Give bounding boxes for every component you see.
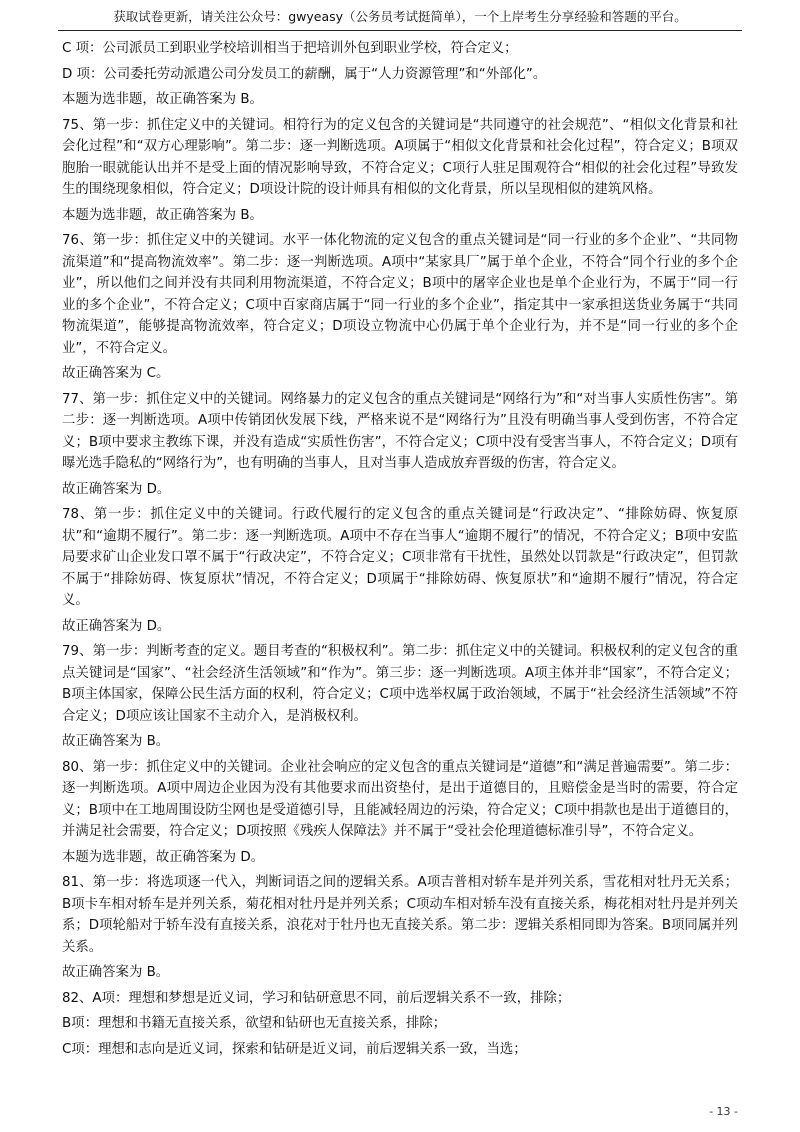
- answer-line: 故正确答案为 B。: [62, 965, 170, 980]
- answer-line: 本题为选非题，故正确答案为 D。: [62, 849, 265, 865]
- paragraph: 76、第一步：抓住定义中的关键词。水平一体化物流的定义包含的重点关键词是“同一行业的多个企业”、“共同物流渠道”和“提高物流效率”。第二步：逐一判断选项。A项中“某家具厂”属于单个企业，不符合“同个行业的多个企业”，所以他们之间并没有共同利用物流渠道，不符合定义；B项中的屠宰企业也是单个企业行为，不属于“同一行业的多个企业”，不符合定义；C项中百家商店属于“同一行业的多个企业”，指定其中一家承担送货业务属于“共同物流渠道”，能够提高物流效率，符合定义；D项设立物流中心仍属于单个企业行为，并不是“同一行业的多个企业”，不符合定义。: [62, 233, 738, 356]
- answer-line: 本题为选非题，故正确答案为 B。: [62, 92, 263, 107]
- answer-line: 故正确答案为 D。: [62, 618, 171, 634]
- page-number: - 13 -: [709, 1105, 738, 1118]
- answer-line: 本题为选非题，故正确答案为 B。: [62, 207, 263, 223]
- page-header: [58, 4, 742, 31]
- header-text: 获取试卷更新，请关注公众号：gwyeasy（公务员考试挺简单），一个上岸考生分享经验和答题的平台。: [113, 9, 687, 24]
- paragraph: 82、A项：理想和梦想是近义词，学习和钻研意思不同，前后逻辑关系不一致，排除；: [62, 990, 571, 1006]
- answer-line: 故正确答案为 D。: [62, 481, 171, 497]
- paragraph: 79、第一步：判断考查的定义。题目考查的“积极权利”。第二步：抓住定义中的关键词。积极权利的定义包含的重点关键词是“国家”、“社会经济生活领域”和“作为”。第三步：逐一判断选项。A项主体并非“国家”，不符合定义；B项主体国家，保障公民生活方面的权利，符合定义；C项中选举权属于政治领域，不属于“社会经济生活领域”不符合定义；D项应该让国家不主动介入，是消极权利。: [62, 644, 738, 724]
- paragraph: D 项：公司委托劳动派遣公司分发员工的薪酬，属于“人力资源管理”和“外部化”。: [62, 66, 547, 82]
- paragraph: 81、第一步：将选项逐一代入，判断词语之间的逻辑关系。A项吉普相对轿车是并列关系，雪花相对牡丹无关系；B项卡车相对轿车是并列关系，菊花相对牡丹是并列关系；C项动车相对轿车没有直接关系，梅花相对牡丹是并列关系；D项轮船对于轿车没有直接关系，浪花对于牡丹也无直接关系。第二步：逻辑关系相同即为答案。B项同属并列关系。: [62, 875, 738, 955]
- answer-line: 故正确答案为 B。: [62, 734, 170, 749]
- document-body: [62, 38, 738, 1064]
- paragraph: C项：理想和志向是近义词，探索和钻研是近义词，前后逻辑关系一致，当选；: [62, 1041, 527, 1057]
- paragraph: 75、第一步：抓住定义中的关键词。相符行为的定义包含的关键词是“共同遵守的社会规范”、“相似文化背景和社会化过程”和“双方心理影响”。第二步：逐一判断选项。A项属于“相似文化背景和社会化过程”，符合定义；B项双胞胎一眼就能认出并不是受上面的情况影响导致，不符合定义；C项行人驻足围观符合“相似的社会化过程”导致发生的围绕现象相似，符合定义；D项设计院的设计师具有相似的文化背景，所以呈现相似的建筑风格。: [62, 117, 738, 197]
- paragraph: 78、第一步：抓住定义中的关键词。行政代履行的定义包含的重点关键词是“行政决定”、“排除妨碍、恢复原状”和“逾期不履行”。第二步：逐一判断选项。A项中不存在当事人“逾期不履行”的情况，不符合定义；B项中安监局要求矿山企业发口罩不属于“行政决定”，不符合定义；C项非常有干扰性，虽然处以罚款是“行政决定”，但罚款不属于“排除妨碍、恢复原状”情况，不符合定义；D项属于“排除妨碍、恢复原状”和“逾期不履行”情况，符合定义。: [62, 507, 738, 608]
- paragraph: C 项：公司派员工到职业学校培训相当于把培训外包到职业学校，符合定义；: [62, 41, 518, 56]
- paragraph: 77、第一步：抓住定义中的关键词。网络暴力的定义包含的重点关键词是“网络行为”和“对当事人实质性伤害”。第二步：逐一判断选项。A项中传销团伙发展下线，严格来说不是“网络行为”且没有明确当事人受到伤害，不符合定义；B项中要求主教练下课，并没有造成“实质性伤害”，不符合定义；C项中没有受害当事人，不符合定义；D项有曝光选手隐私的“网络行为”，也有明确的当事人，且对当事人造成放弃晋级的伤害，符合定义。: [62, 391, 738, 471]
- paragraph: B项：理想和书籍无直接关系，欲望和钻研也无直接关系，排除；: [62, 1016, 447, 1031]
- paragraph: 80、第一步：抓住定义中的关键词。企业社会响应的定义包含的重点关键词是“道德”和“满足普遍需要”。第二步：逐一判断选项。A项中周边企业因为没有其他要求而出资垫付，是出于道德目的，且赔偿金是当时的需要，符合定义；B项中在工地周围设防尘网也是受道德引导，且能减轻周边的污染，符合定义；C项中捐款也是出于道德目的，并满足社会需要，符合定义；D项按照《残疾人保障法》并不属于“受社会伦理道德标准引导”，不符合定义。: [62, 759, 738, 839]
- answer-line: 故正确答案为 C。: [62, 366, 170, 381]
